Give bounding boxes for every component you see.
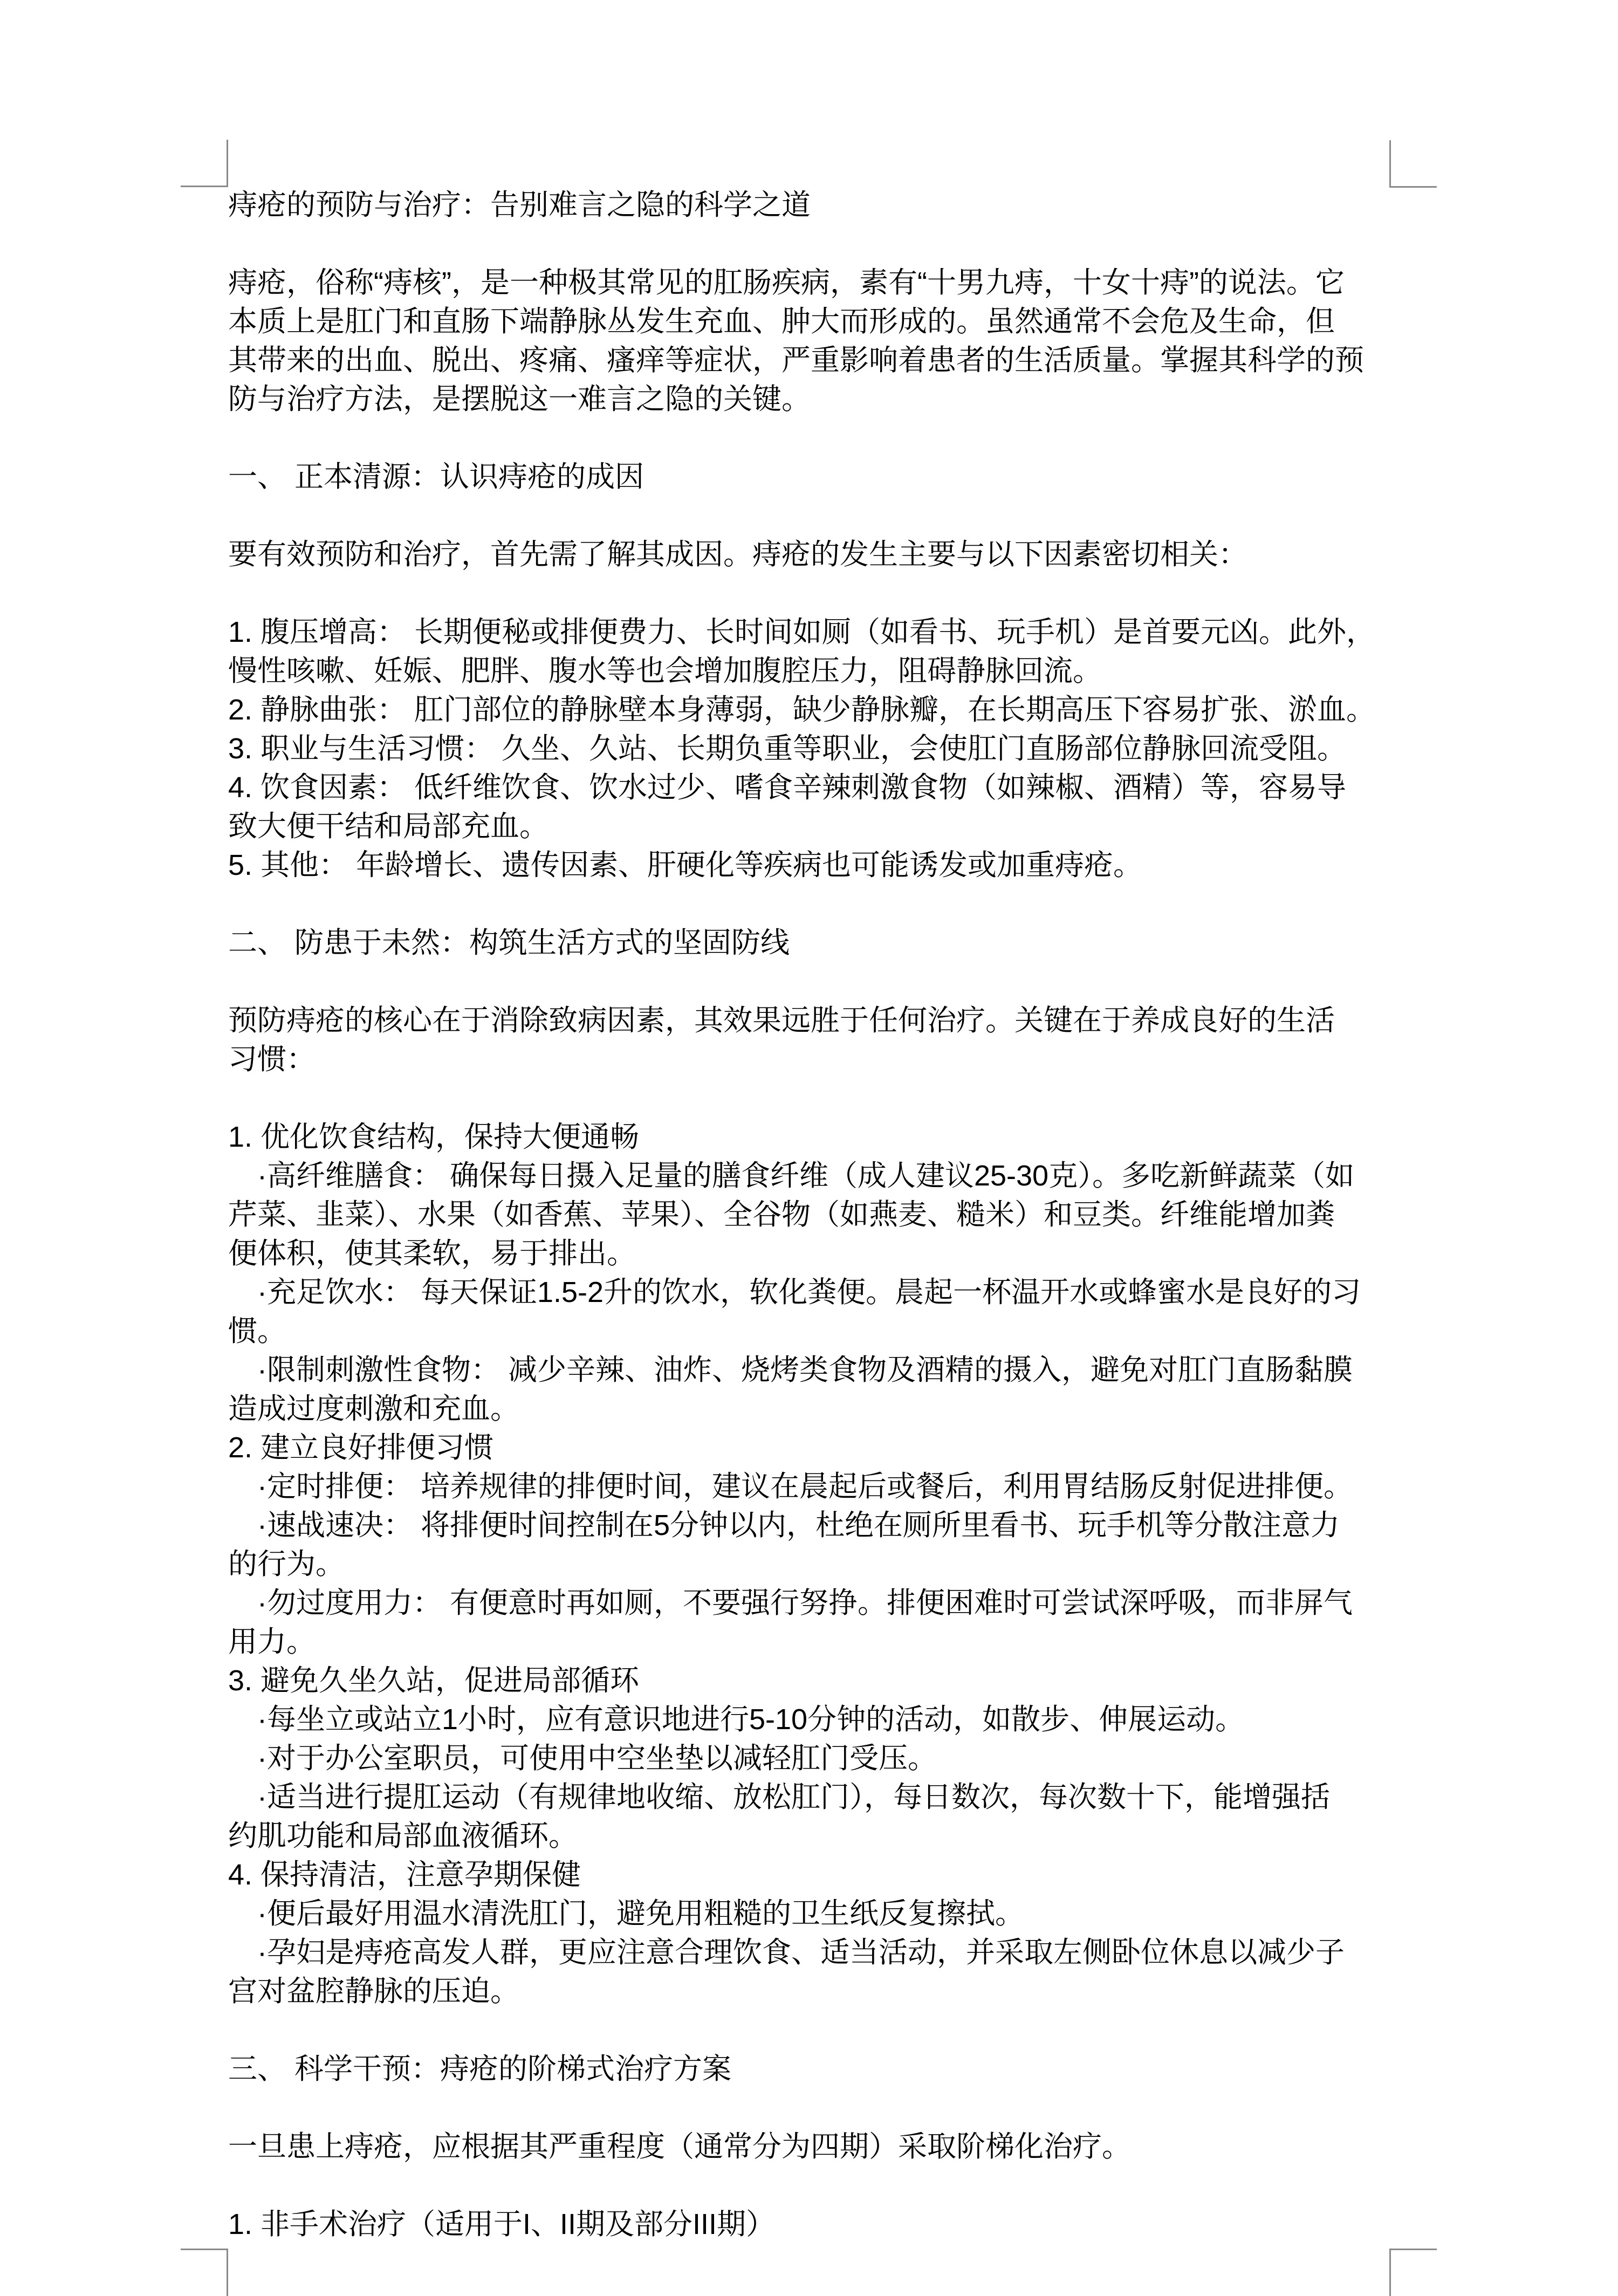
text-line: ·速战速决： 将排便时间控制在5分钟以内，杜绝在厕所里看书、玩手机等分散注意力 bbox=[228, 1509, 1340, 1541]
text-line: 4. 饮食因素： 低纤维饮食、饮水过少、嗜食辛辣刺激食物（如辣椒、酒精）等，容易导 bbox=[228, 771, 1347, 804]
text-line bbox=[228, 574, 1391, 613]
text-line: ·定时排便： 培养规律的排便时间，建议在晨起后或餐后，利用胃结肠反射促进排便。 bbox=[228, 1470, 1353, 1503]
crop-mark-bottom-left bbox=[181, 2249, 228, 2296]
section-heading: 三、 科学干预：痔疮的阶梯式治疗方案 bbox=[228, 2053, 732, 2085]
crop-mark-bottom-right bbox=[1389, 2249, 1437, 2296]
text-line: 预防痔疮的核心在于消除致病因素，其效果远胜于任何治疗。关键在于养成良好的生活 bbox=[228, 1004, 1335, 1037]
text-line: 惯。 bbox=[228, 1315, 286, 1347]
text-line: ·适当进行提肛运动（有规律地收缩、放松肛门），每日数次，每次数十下，能增强括 bbox=[228, 1781, 1330, 1813]
text-line: 一旦患上痔疮，应根据其严重程度（通常分为四期）采取阶梯化治疗。 bbox=[228, 2130, 1131, 2163]
text-line bbox=[228, 2011, 1391, 2050]
text-line: 防与治疗方法，是摆脱这一难言之隐的关键。 bbox=[228, 383, 811, 415]
text-line: 2. 静脉曲张： 肛门部位的静脉壁本身薄弱，缺少静脉瓣，在长期高压下容易扩张、淤血。 bbox=[228, 694, 1376, 726]
text-line bbox=[228, 2088, 1391, 2127]
text-line: 其带来的出血、脱出、疼痛、瘙痒等症状，严重影响着患者的生活质量。掌握其科学的预 bbox=[228, 344, 1364, 376]
document-title: 痔疮的预防与治疗：告别难言之隐的科学之道 bbox=[228, 189, 811, 221]
text-line: 习惯： bbox=[228, 1043, 316, 1075]
text-line bbox=[228, 1079, 1391, 1118]
document-text bbox=[228, 186, 1391, 2244]
text-line bbox=[228, 962, 1391, 1001]
text-line: ·每坐立或站立1小时，应有意识地进行5-10分钟的活动，如散步、伸展运动。 bbox=[228, 1703, 1245, 1736]
section-heading: 一、 正本清源：认识痔疮的成因 bbox=[228, 461, 645, 493]
crop-mark-top-left bbox=[181, 140, 228, 187]
text-line: ·孕妇是痔疮高发人群，更应注意合理饮食、适当活动，并采取左侧卧位休息以减少子 bbox=[228, 1936, 1345, 1969]
text-line: ·充足饮水： 每天保证1.5-2升的饮水，软化粪便。晨起一杯温开水或蜂蜜水是良好的习 bbox=[228, 1276, 1361, 1308]
text-line: ·勿过度用力： 有便意时再如厕，不要强行努挣。排便困难时可尝试深呼吸，而非屏气 bbox=[228, 1587, 1353, 1619]
text-line: 宫对盆腔静脉的压迫。 bbox=[228, 1975, 519, 2007]
text-line: 的行为。 bbox=[228, 1548, 345, 1580]
text-line: 要有效预防和治疗，首先需了解其成因。痔疮的发生主要与以下因素密切相关： bbox=[228, 538, 1247, 571]
text-line: 1. 优化饮食结构，保持大便通畅 bbox=[228, 1121, 640, 1153]
text-line: ·限制刺激性食物： 减少辛辣、油炸、烧烤类食物及酒精的摄入，避免对肛门直肠黏膜 bbox=[228, 1354, 1353, 1386]
text-line: ·便后最好用温水清洗肛门，避免用粗糙的卫生纸反复擦拭。 bbox=[228, 1897, 1024, 1930]
text-line: 芹菜、韭菜）、水果（如香蕉、苹果）、全谷物（如燕麦、糙米）和豆类。纤维能增加粪 bbox=[228, 1198, 1335, 1231]
crop-mark-top-right bbox=[1389, 140, 1437, 188]
text-line: 3. 职业与生活习惯： 久坐、久站、长期负重等职业，会使肛门直肠部位静脉回流受阻。 bbox=[228, 732, 1347, 765]
text-line bbox=[228, 419, 1391, 457]
text-line: 本质上是肛门和直肠下端静脉丛发生充血、肿大而形成的。虽然通常不会危及生命，但 bbox=[228, 305, 1335, 338]
text-line bbox=[228, 2166, 1391, 2205]
text-line: 慢性咳嗽、妊娠、肥胖、腹水等也会增加腹腔压力，阻碍静脉回流。 bbox=[228, 655, 1102, 687]
text-line bbox=[228, 496, 1391, 535]
text-line: 便体积，使其柔软，易于排出。 bbox=[228, 1237, 636, 1270]
text-line bbox=[228, 885, 1391, 923]
text-line: 1. 腹压增高： 长期便秘或排便费力、长时间如厕（如看书、玩手机）是首要元凶。此外， bbox=[228, 616, 1376, 648]
section-heading: 二、 防患于未然：构筑生活方式的坚固防线 bbox=[228, 927, 790, 959]
text-line: 1. 非手术治疗（适用于I、II期及部分III期） bbox=[228, 2208, 776, 2240]
text-line: 2. 建立良好排便习惯 bbox=[228, 1431, 494, 1464]
text-line: 3. 避免久坐久站，促进局部循环 bbox=[228, 1664, 640, 1697]
text-line: 5. 其他： 年龄增长、遗传因素、肝硬化等疾病也可能诱发或加重痔疮。 bbox=[228, 849, 1143, 881]
text-line: ·对于办公室职员，可使用中空坐垫以减轻肛门受压。 bbox=[228, 1742, 937, 1774]
text-line: 造成过度刺激和充血。 bbox=[228, 1393, 519, 1425]
text-line: 致大便干结和局部充血。 bbox=[228, 810, 549, 842]
text-line: 用力。 bbox=[228, 1626, 316, 1658]
text-line bbox=[228, 224, 1391, 263]
text-line: 约肌功能和局部血液循环。 bbox=[228, 1820, 578, 1852]
text-line: ·高纤维膳食： 确保每日摄入足量的膳食纤维（成人建议25-30克）。多吃新鲜蔬菜（如 bbox=[228, 1160, 1355, 1192]
text-line: 痔疮，俗称“痔核”，是一种极其常见的肛肠疾病，素有“十男九痔，十女十痔”的说法。它 bbox=[228, 266, 1345, 299]
text-line: 4. 保持清洁，注意孕期保健 bbox=[228, 1859, 581, 1891]
